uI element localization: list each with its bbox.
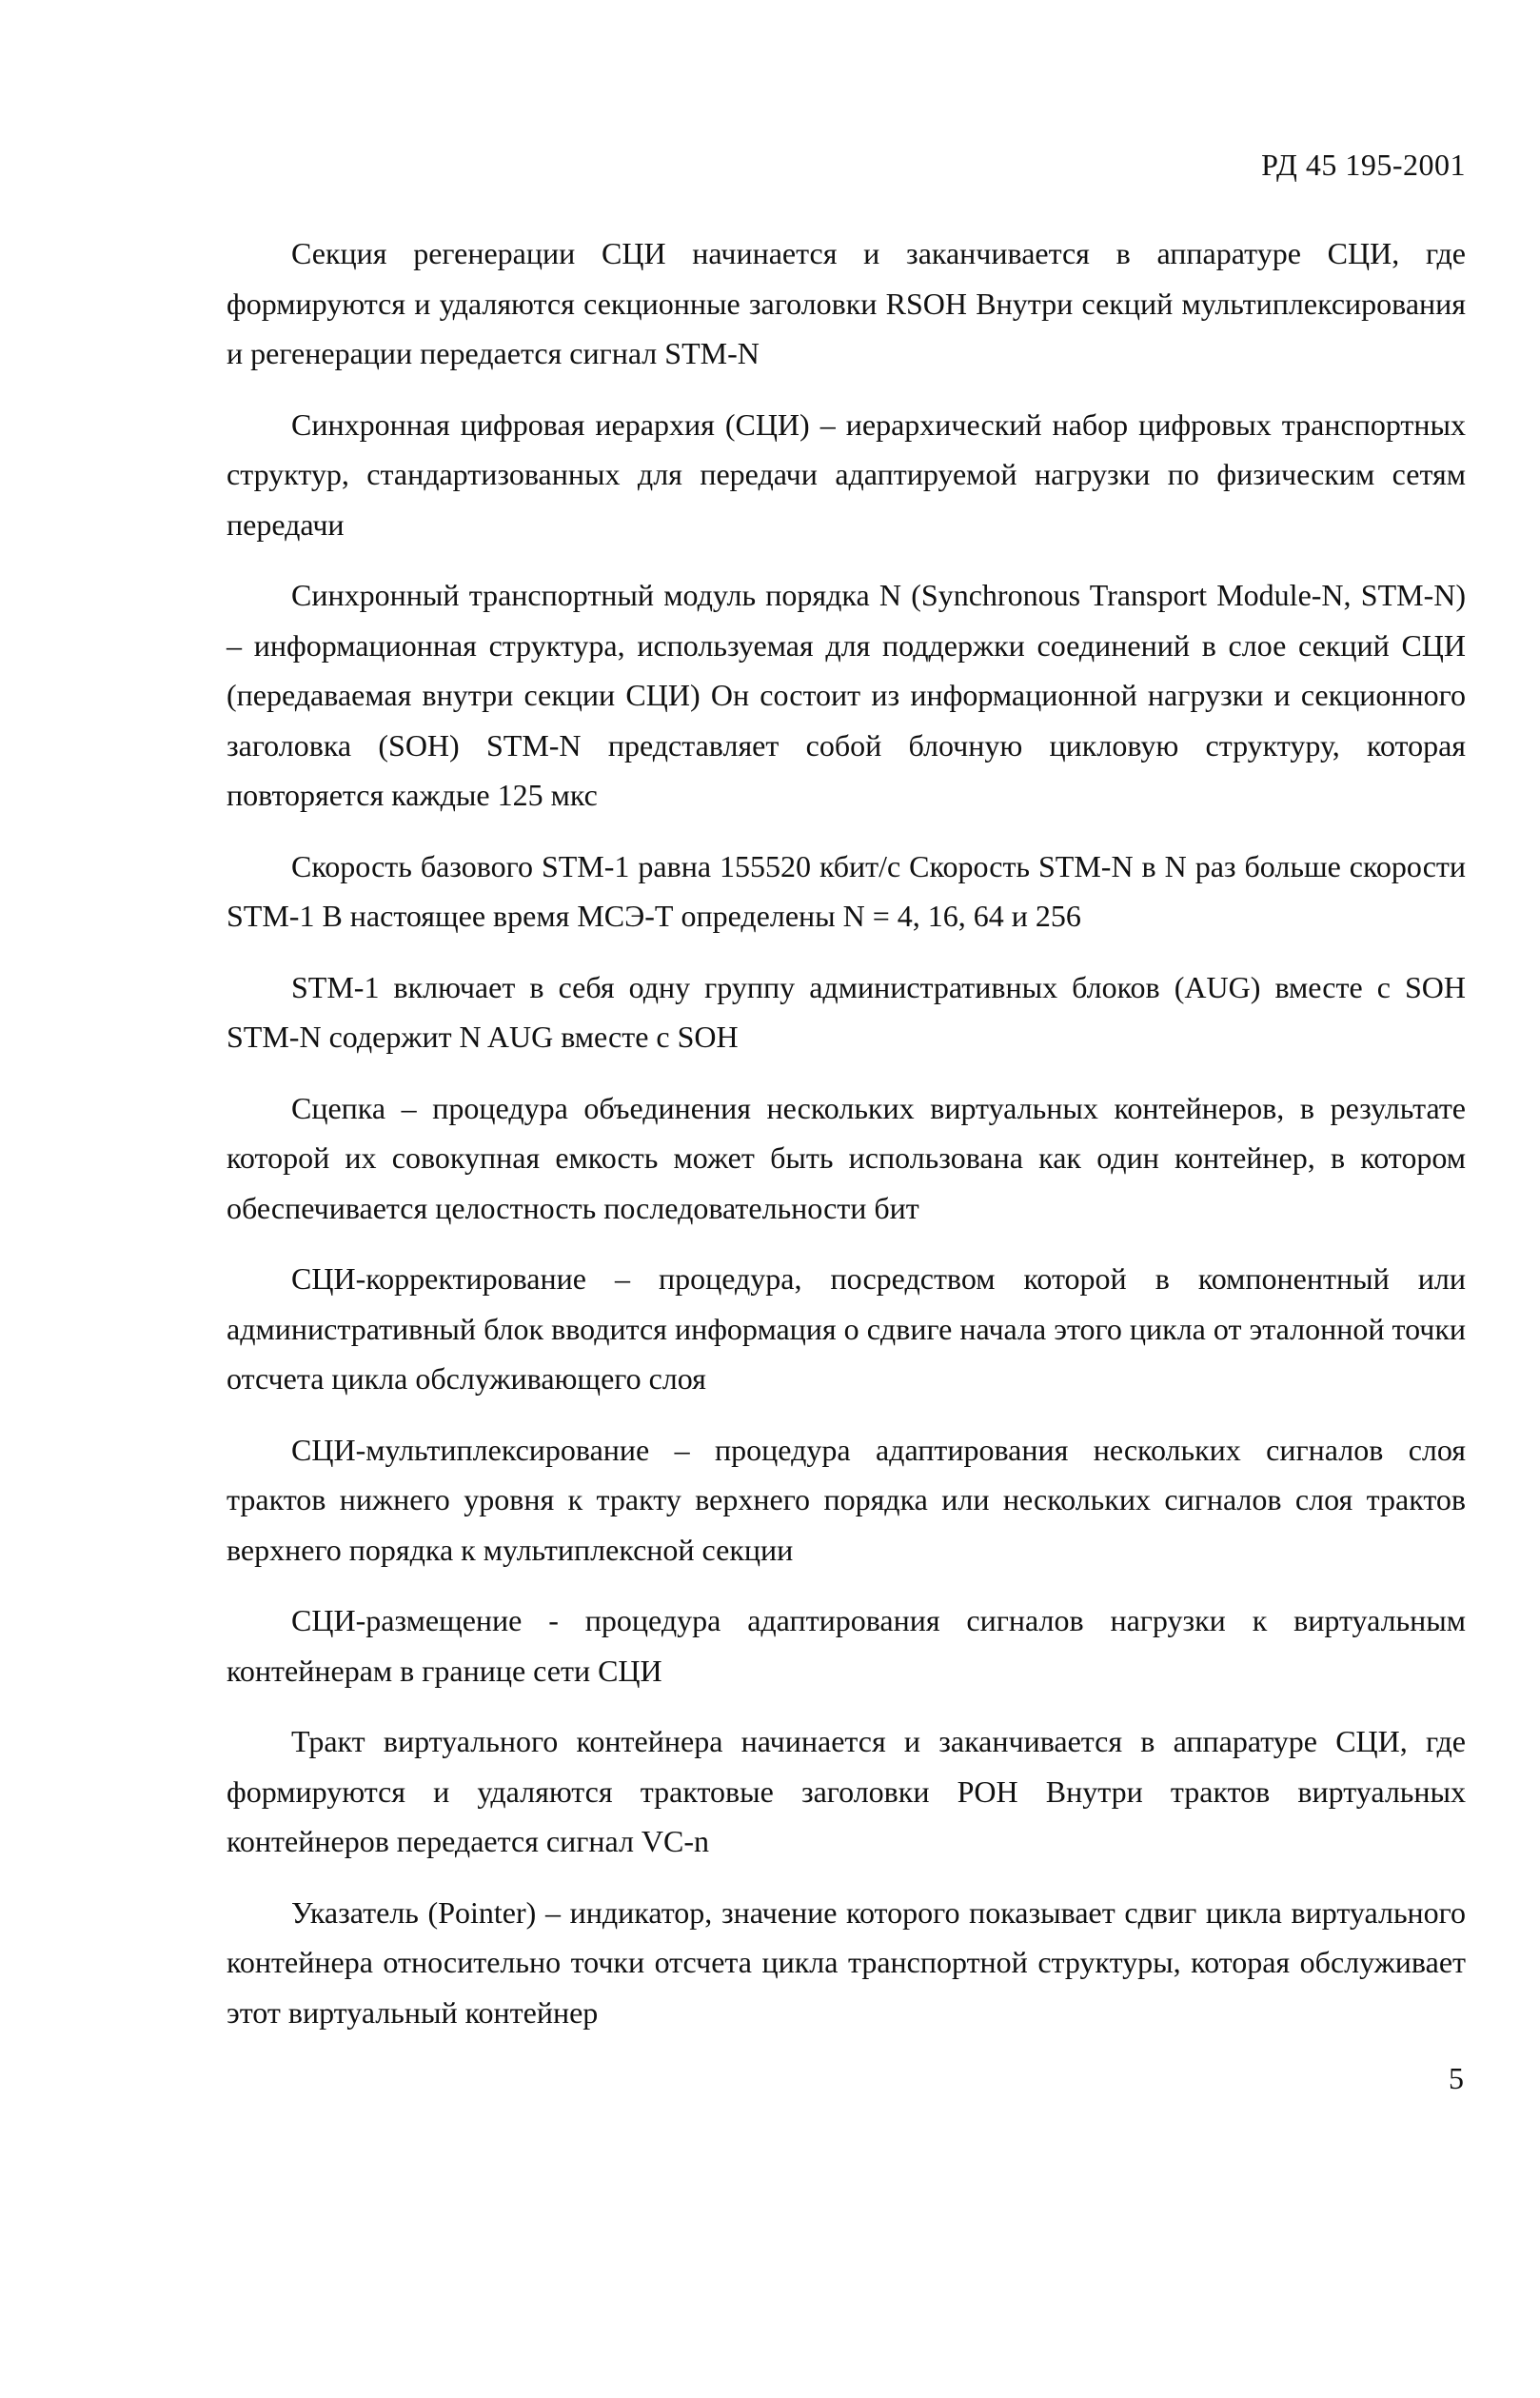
paragraph-sdh-hierarchy: Синхронная цифровая иерархия (СЦИ) – иерархический набор цифровых транспортных структур, стандартизованных для передачи адаптируемой нагрузки по физическим сетям передачи [227, 406, 1466, 542]
paragraph-virtual-container-path: Тракт виртуального контейнера начинается и заканчивается в аппаратуре СЦИ, где формируются и удаляются трактовые заголовки POH Внутри трактов виртуальных контейнеров передается сигнал VC-n [227, 1724, 1466, 1858]
paragraph-regeneration-section: Секция регенерации СЦИ начинается и заканчивается в аппаратуре СЦИ, где формируются и удаляются секционные заголовки RSOH Внутри секций мультиплексирования и регенерации передается сигнал STM-N [227, 236, 1466, 370]
paragraph-stm-n-module: Синхронный транспортный модуль порядка N (Synchronous Transport Module-N, STM-N) – информационная структура, используемая для поддержки соединений в слое секций СЦИ (передаваемая внутри секции СЦИ) Он состоит из информационной нагрузки и секционного заголовка (SOH) STM-N представляет собой блочную цикловую структуру, которая повторяется каждые 125 мкс [227, 578, 1466, 812]
paragraph-stm-rate: Скорость базового STM-1 равна 155520 кбит/с Скорость STM-N в N раз больше скорости STM-1 В настоящее время МСЭ-Т определены N = 4, 16, 64 и 256 [227, 848, 1466, 933]
document-code: РД 45 195-2001 [1261, 148, 1466, 182]
paragraph-stm-1-aug: STM-1 включает в себя одну группу административных блоков (AUG) вместе с SOH STM-N содержит N AUG вместе с SOH [227, 969, 1466, 1054]
paragraph-sdh-mapping: СЦИ-размещение - процедура адаптирования сигналов нагрузки к виртуальным контейнерам в границе сети СЦИ [227, 1603, 1466, 1688]
document-body [227, 228, 1466, 2058]
paragraph-sdh-multiplexing: СЦИ-мультиплексирование – процедура адаптирования нескольких сигналов слоя трактов нижнего уровня к тракту верхнего порядка или нескольких сигналов слоя трактов верхнего порядка к мультиплексной секции [227, 1432, 1466, 1567]
paragraph-sdh-adjustment: СЦИ-корректирование – процедура, посредством которой в компонентный или административный блок вводится информация о сдвиге начала этого цикла от эталонной точки отсчета цикла обслуживающего слоя [227, 1261, 1466, 1396]
paragraph-concatenation: Сцепка – процедура объединения нескольких виртуальных контейнеров, в результате которой их совокупная емкость может быть использована как один контейнер, в котором обеспечивается целостность последовательности бит [227, 1090, 1466, 1225]
page-number: 5 [1449, 2061, 1464, 2095]
paragraph-pointer: Указатель (Pointer) – индикатор, значение которого показывает сдвиг цикла виртуального контейнера относительно точки отсчета цикла транспортной структуры, которая обслуживает этот виртуальный контейнер [227, 1894, 1466, 2030]
